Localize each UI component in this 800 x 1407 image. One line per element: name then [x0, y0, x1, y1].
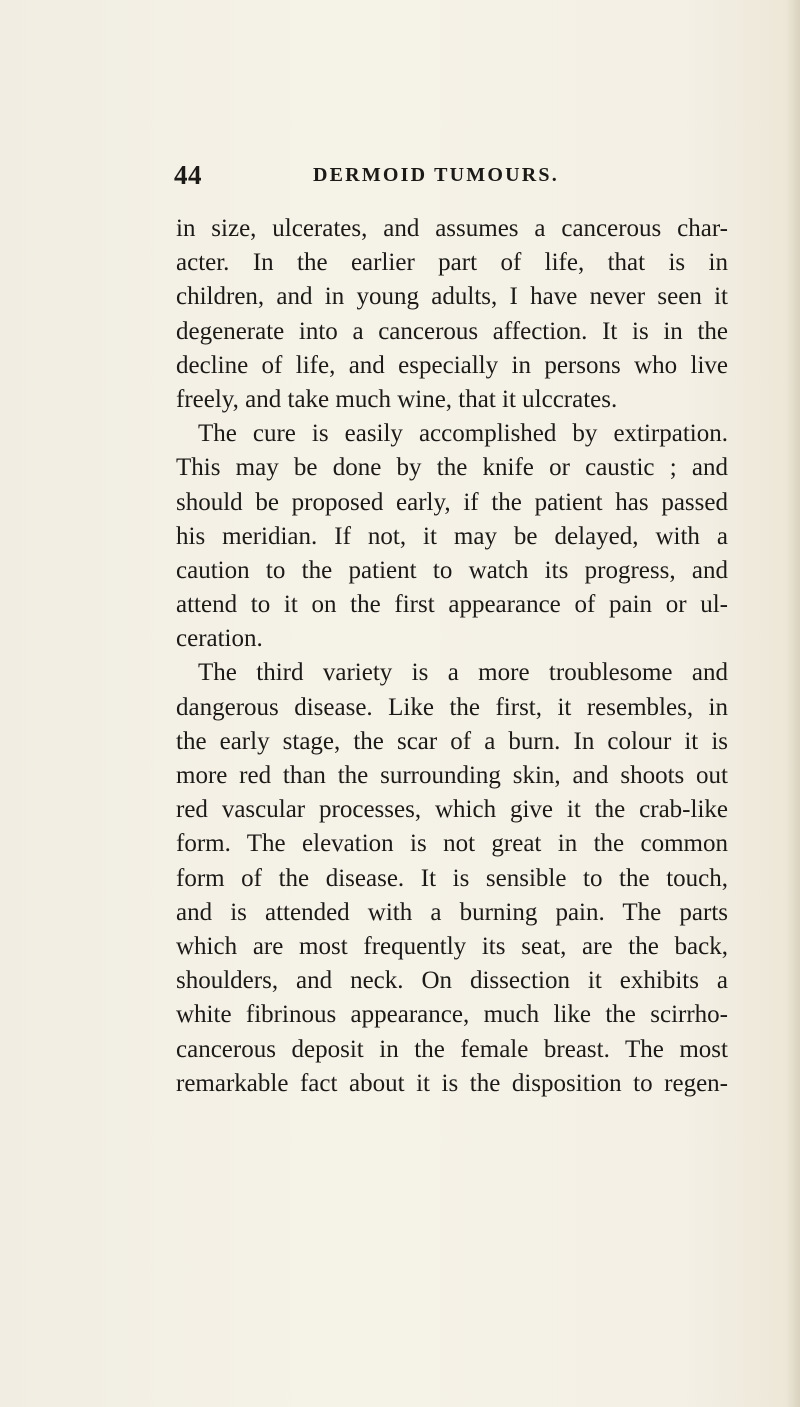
text-line: caution to the patient to watch its progress, and [176, 556, 728, 584]
running-head: DERMOID TUMOURS. [313, 164, 559, 186]
text-line: should be proposed early, if the patient has passed [176, 488, 728, 516]
text-line: form. The elevation is not great in the common [176, 830, 728, 858]
text-line: dangerous disease. Like the first, it resembles, in [176, 693, 728, 721]
page-header [0, 160, 800, 196]
text-line: white fibrinous appearance, much like the scirrho- [176, 1001, 728, 1029]
text-line: attend to it on the first appearance of pain or ul- [176, 591, 728, 619]
text-line: shoulders, and neck. On dissection it exhibits a [176, 967, 728, 995]
text-line: children, and in young adults, I have never seen it [176, 283, 728, 311]
text-line: remarkable fact about it is the disposition to regen- [176, 1069, 728, 1097]
text-line: form of the disease. It is sensible to the touch, [176, 864, 728, 892]
text-line: in size, ulcerates, and assumes a cancerous char- [176, 215, 728, 242]
body-text [176, 212, 728, 1101]
text-line: the early stage, the scar of a burn. In colour it is [176, 727, 728, 755]
text-line: his meridian. If not, it may be delayed, with a [176, 522, 728, 550]
text-line: more red than the surrounding skin, and shoots out [176, 762, 728, 789]
text-line: and is attended with a burning pain. The parts [176, 898, 728, 926]
text-line: cancerous deposit in the female breast. The most [176, 1035, 728, 1063]
text-line: degenerate into a cancerous affection. It is in the [176, 317, 728, 345]
text-line: ceration. [176, 625, 263, 653]
text-line: decline of life, and especially in persons who live [176, 351, 728, 379]
text-line: which are most frequently its seat, are the back, [176, 932, 728, 960]
text-line: acter. In the earlier part of life, that is in [176, 249, 728, 277]
text-line: red vascular processes, which give it the crab-like [176, 796, 728, 824]
text-line: This may be done by the knife or caustic ; and [176, 454, 728, 482]
text-line: freely, and take much wine, that it ulccrates. [176, 385, 618, 413]
text-line: The cure is easily accomplished by extirpation. [198, 420, 728, 448]
page-number: 44 [174, 160, 202, 190]
page-edge-shadow [786, 0, 800, 1407]
text-line: The third variety is a more troublesome and [198, 659, 728, 687]
